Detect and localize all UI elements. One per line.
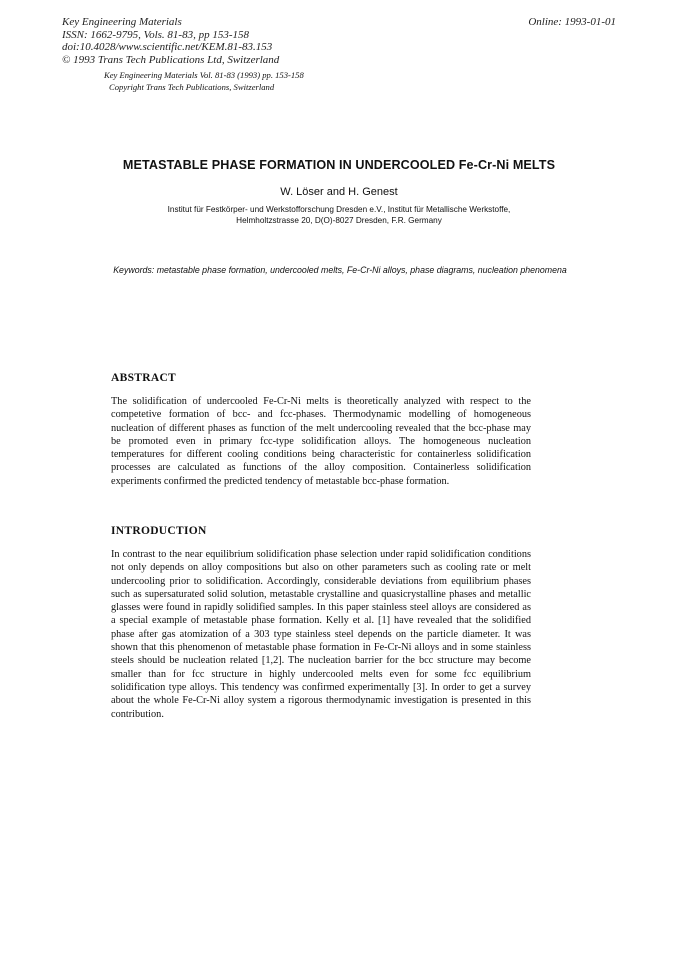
paper-authors: W. Löser and H. Genest <box>280 186 398 198</box>
citation-line: Key Engineering Materials Vol. 81-83 (1993) pp. 153-158 <box>104 70 304 80</box>
abstract-heading: ABSTRACT <box>111 372 177 384</box>
affiliation-line-1: Institut für Festkörper- und Werkstofforschung Dresden e.V., Institut für Metallische Werkstoffe, <box>167 205 511 214</box>
citation-block <box>104 70 304 93</box>
paper-title: METASTABLE PHASE FORMATION IN UNDERCOOLED Fe-Cr-Ni MELTS <box>122 158 556 172</box>
issn-line: ISSN: 1662-9795, Vols. 81-83, pp 153-158 <box>62 28 249 41</box>
copyright-line: © 1993 Trans Tech Publications Ltd, Switzerland <box>62 53 280 66</box>
citation-copyright: Copyright Trans Tech Publications, Switzerland <box>109 81 275 92</box>
journal-name: Key Engineering Materials <box>62 16 182 28</box>
abstract-text: The solidification of undercooled Fe-Cr-Ni melts is theoretically analyzed with respect to the competetive formation of bcc- and fcc-phases. Thermodynamic modelling of homogeneous nucleation of different phases as function of the melt undercooling revealed that the bcc-phase may be promoted even in primary fcc-type solidification alloys. The homogeneous nucleation temperatures for different cooling conditions being characteristic for containerless solidification processes are calculated as functions of the alloy composition. Containerless solidification experiments confirmed the predicted tendency of metastable bcc-phase formation. <box>111 396 531 487</box>
online-date: Online: 1993-01-01 <box>528 16 616 28</box>
affiliation-line-2: Helmholtzstrasse 20, D(O)-8027 Dresden, F.R. Germany <box>236 215 442 225</box>
introduction-heading: INTRODUCTION <box>111 525 207 537</box>
keywords: Keywords: metastable phase formation, undercooled melts, Fe-Cr-Ni alloys, phase diagrams, nucleation phenomena <box>113 265 567 275</box>
affiliation <box>0 205 678 226</box>
introduction-text: In contrast to the near equilibrium solidification phase selection under rapid solidification conditions not only depends on alloy compositions but also on other parameters such as cooling rate or melt undercooling prior to solidification. Accordingly, considerable deviations from equilibrium phases such as supersaturated solid solution, metastable crystalline and quasicrystalline phases and metallic glasses were found in rapidly solidified samples. In this paper stainless steel alloys are considered as a special example of metastable phase formation. Kelly et al. [1] have revealed that the solidified phase after gas atomization of a 303 type stainless steel depends on the particle diameter. It was shown that this phenomenon of metastable phase formation in Fe-Cr-Ni alloys and in some stainless steels should be nucleation related [1,2]. The nucleation barrier for the bcc structure may become smaller than for fcc structure in highly undercooled melts even for some fcc equilibrium solidification type alloys. This tendency was confirmed experimentally [3]. In order to get a survey about the whole Fe-Cr-Ni alloy system a rigorous thermodynamic investigation is presented in this contribution. <box>111 549 531 720</box>
doi-line: doi:10.4028/www.scientific.net/KEM.81-83.153 <box>62 41 273 53</box>
journal-header <box>62 16 279 66</box>
